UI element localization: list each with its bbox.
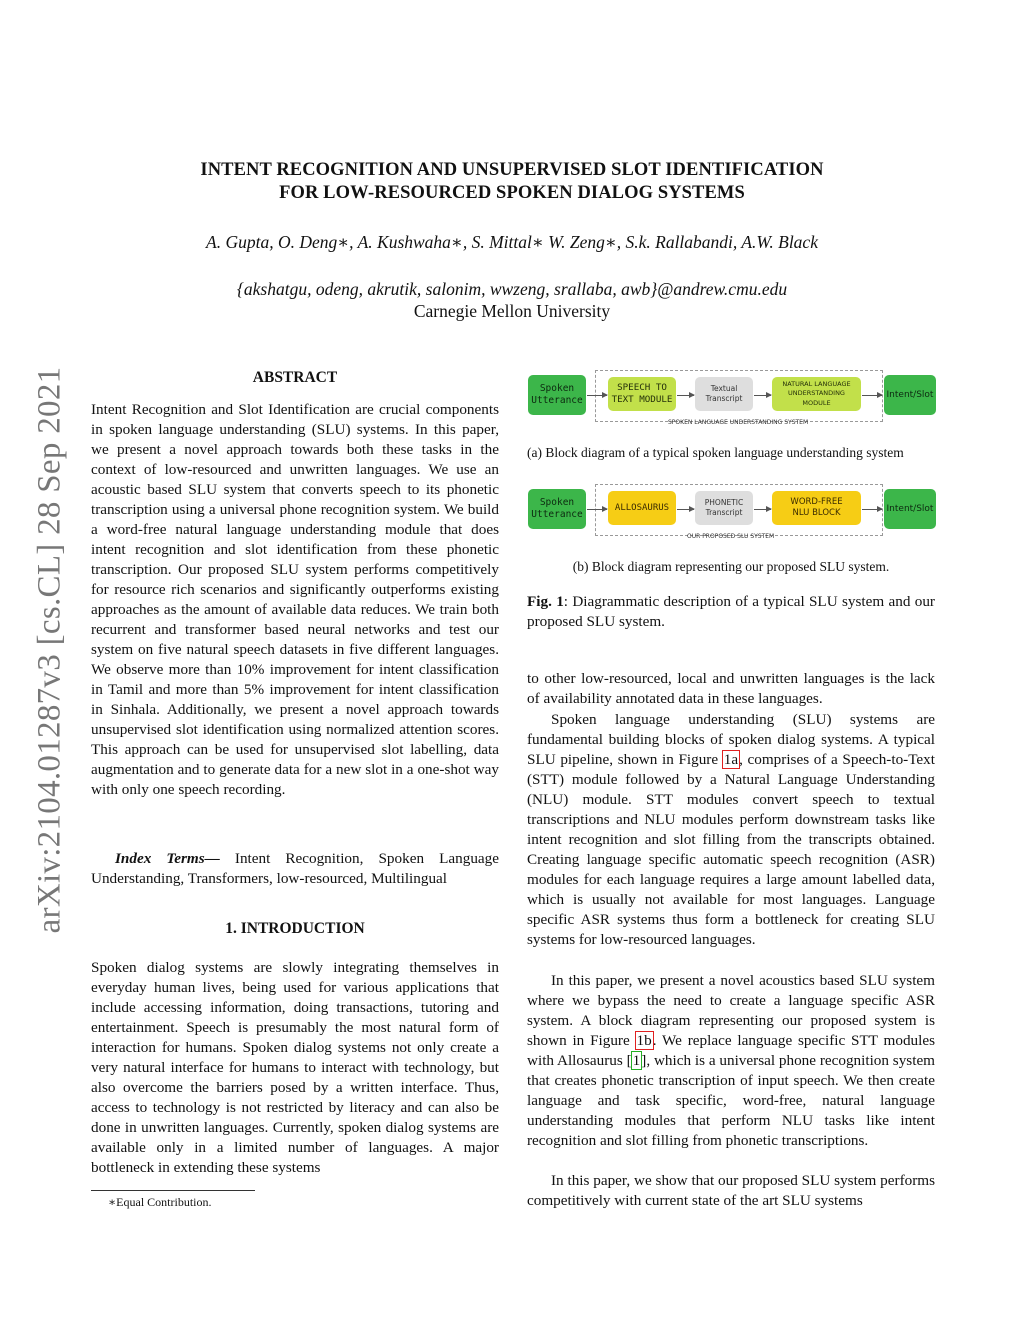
index-terms-label: Index Terms— bbox=[115, 850, 220, 867]
abstract-text: Intent Recognition and Slot Identification are crucial components in spoken language understanding (SLU) systems. In this paper, we present a novel approach towards both these tasks in the context of low-resourced and unwritten languages. We use an acoustic based SLU system that converts speech to its phonetic transcription using a universal phone recognition system. We build a word-free natural language understanding module that does intent recognition and slot identification from these phonetic transcription. Our proposed SLU system performs competitively for resource rich scenarios and significantly outperforms existing approaches as the amount of available data reduces. We train both recurrent and transformer based neural networks and test our system on five natural speech datasets in five different languages. We observe more than 10% improvement for intent classification in Tamil and more than 5% improvement for intent classification in Sinhala. Additionally, we present a novel approach towards unsupervised slot identification using normalized attention scores. This approach can be used for unsupervised slot labelling, data augmentation and to generate data for a new slot in a one-shot way with only one speech recording. bbox=[91, 401, 499, 798]
citation-1-link[interactable]: 1 bbox=[632, 1052, 641, 1069]
arrow-icon bbox=[677, 395, 694, 396]
author-emails: {akshatgu, odeng, akrutik, salonim, wwzeng, srallaba, awb}@andrew.cmu.edu bbox=[236, 279, 788, 299]
intro-right-para-1 bbox=[527, 710, 935, 950]
affiliation: Carnegie Mellon University bbox=[413, 301, 611, 321]
diagram-a-output: Intent/Slot bbox=[884, 375, 936, 415]
diagram-b-output: Intent/Slot bbox=[884, 489, 936, 529]
diagram-b-input: Spoken Utterance bbox=[528, 489, 586, 529]
para1-text-b: , comprises of a Speech-to-Text (STT) module followed by a Natural Language Understanding (NLU) module. STT modules convert speech to textual transcriptions and NLU modules perform downstream tasks like intent recognition and slot filling from the transcripts obtained. Creating language specific automatic speech recognition (ASR) modules for each language requires a large amount labelled data, which is usually not available for most languages. Language specific ASR systems thus form a bottleneck for creating SLU systems for low-resourced languages. bbox=[527, 751, 935, 948]
footnote-rule bbox=[91, 1190, 255, 1191]
para2-text-a: In this paper, we present a novel acoustics based SLU system where we bypass the need to create a language specific ASR system. A block diagram representing our proposed system is shown in Figure bbox=[527, 972, 935, 1049]
abstract-heading: ABSTRACT bbox=[252, 369, 338, 386]
figure-1b-link[interactable]: 1b bbox=[636, 1032, 652, 1049]
arrow-icon bbox=[587, 509, 607, 510]
diagram-a bbox=[527, 370, 937, 450]
arrow-icon bbox=[754, 509, 771, 510]
intro-heading: 1. INTRODUCTION bbox=[225, 920, 365, 937]
diagram-b-box-label: OUR PROPOSED SLU SYSTEM bbox=[687, 533, 775, 540]
caption-a: (a) Block diagram of a typical spoken language understanding system bbox=[527, 445, 904, 460]
intro-right-para-0: to other low-resourced, local and unwritten languages is the lack of availability annotated data in these languages. bbox=[527, 670, 935, 707]
index-terms-text: Intent Recognition, Spoken Language Understanding, Transformers, low-resourced, Multilingual bbox=[91, 850, 499, 887]
diagram-a-input: Spoken Utterance bbox=[528, 375, 586, 415]
intro-right-para-2 bbox=[527, 971, 935, 1151]
paper-title-line1: INTENT RECOGNITION AND UNSUPERVISED SLOT IDENTIFICATION bbox=[200, 160, 824, 180]
intro-right-para-3: In this paper, we show that our proposed SLU system performs competitively with current state of the art SLU systems bbox=[527, 1172, 935, 1209]
para2-text-b: . We replace language specific STT modules with Allosaurus [ bbox=[527, 1032, 936, 1069]
diagram-a-nlu: NATURAL LANGUAGE UNDERSTANDING MODULE bbox=[772, 377, 861, 411]
arrow-icon bbox=[587, 395, 607, 396]
arrow-icon bbox=[677, 509, 694, 510]
para1-text-a: Spoken language understanding (SLU) systems are fundamental building blocks of spoken dialog systems. A typical SLU pipeline, shown in Figure bbox=[527, 711, 935, 768]
index-terms bbox=[91, 849, 499, 889]
diagram-b bbox=[527, 484, 937, 564]
arrow-icon bbox=[862, 509, 882, 510]
para2-text-c: ], which is a universal phone recognition system that creates phonetic transcription of input speech. We then create language and task specific, word-free, natural language understanding modules that perform NLU tasks like intent recognition and slot filling from phonetic transcriptions. bbox=[527, 1052, 935, 1149]
diagram-a-box-label: SPOKEN LANGUAGE UNDERSTANDING SYSTEM bbox=[668, 419, 809, 426]
footnote: ∗Equal Contribution. bbox=[108, 1195, 212, 1209]
figure-1a-link[interactable]: 1a bbox=[723, 751, 739, 768]
diagram-b-nlu: WORD-FREE NLU BLOCK bbox=[772, 491, 861, 525]
figure-caption-text: : Diagrammatic description of a typical SLU system and our proposed SLU system. bbox=[527, 593, 935, 630]
arrow-icon bbox=[754, 395, 771, 396]
arxiv-id[interactable]: arXiv:2104.01287v3 [cs.CL] 28 Sep 2021 bbox=[31, 366, 68, 934]
diagram-b-transcript: PHONETIC Transcript bbox=[695, 491, 753, 525]
arrow-icon bbox=[862, 395, 882, 396]
arxiv-stamp bbox=[28, 360, 72, 940]
figure-label: Fig. 1 bbox=[527, 593, 564, 610]
intro-para-1: Spoken dialog systems are slowly integrating themselves in everyday human lives, being used for various applications that include accessing information, doing transactions, tutoring and entertainment. Speech is presumably the most natural form of interaction for humans. Spoken dialog systems not only create a very natural interface for humans to interact with technology, but also overcome the barriers posed by a written interface. Thus, access to technology is not restricted by literacy and can also be done in unwritten languages. Currently, spoken dialog systems are available only in a limited number of languages. A major bottleneck in extending these systems bbox=[91, 959, 499, 1176]
diagram-a-stt: SPEECH TO TEXT MODULE bbox=[608, 377, 676, 411]
caption-b: (b) Block diagram representing our proposed SLU system. bbox=[572, 559, 890, 574]
figure-caption bbox=[527, 592, 935, 632]
authors: A. Gupta, O. Deng∗, A. Kushwaha∗, S. Mittal∗ W. Zeng∗, S.k. Rallabandi, A.W. Black bbox=[206, 232, 818, 252]
diagram-b-stt: ALLOSAURUS bbox=[608, 491, 676, 525]
diagram-a-transcript: Textual Transcript bbox=[695, 377, 753, 411]
paper-title-line2: FOR LOW-RESOURCED SPOKEN DIALOG SYSTEMS bbox=[279, 183, 745, 203]
